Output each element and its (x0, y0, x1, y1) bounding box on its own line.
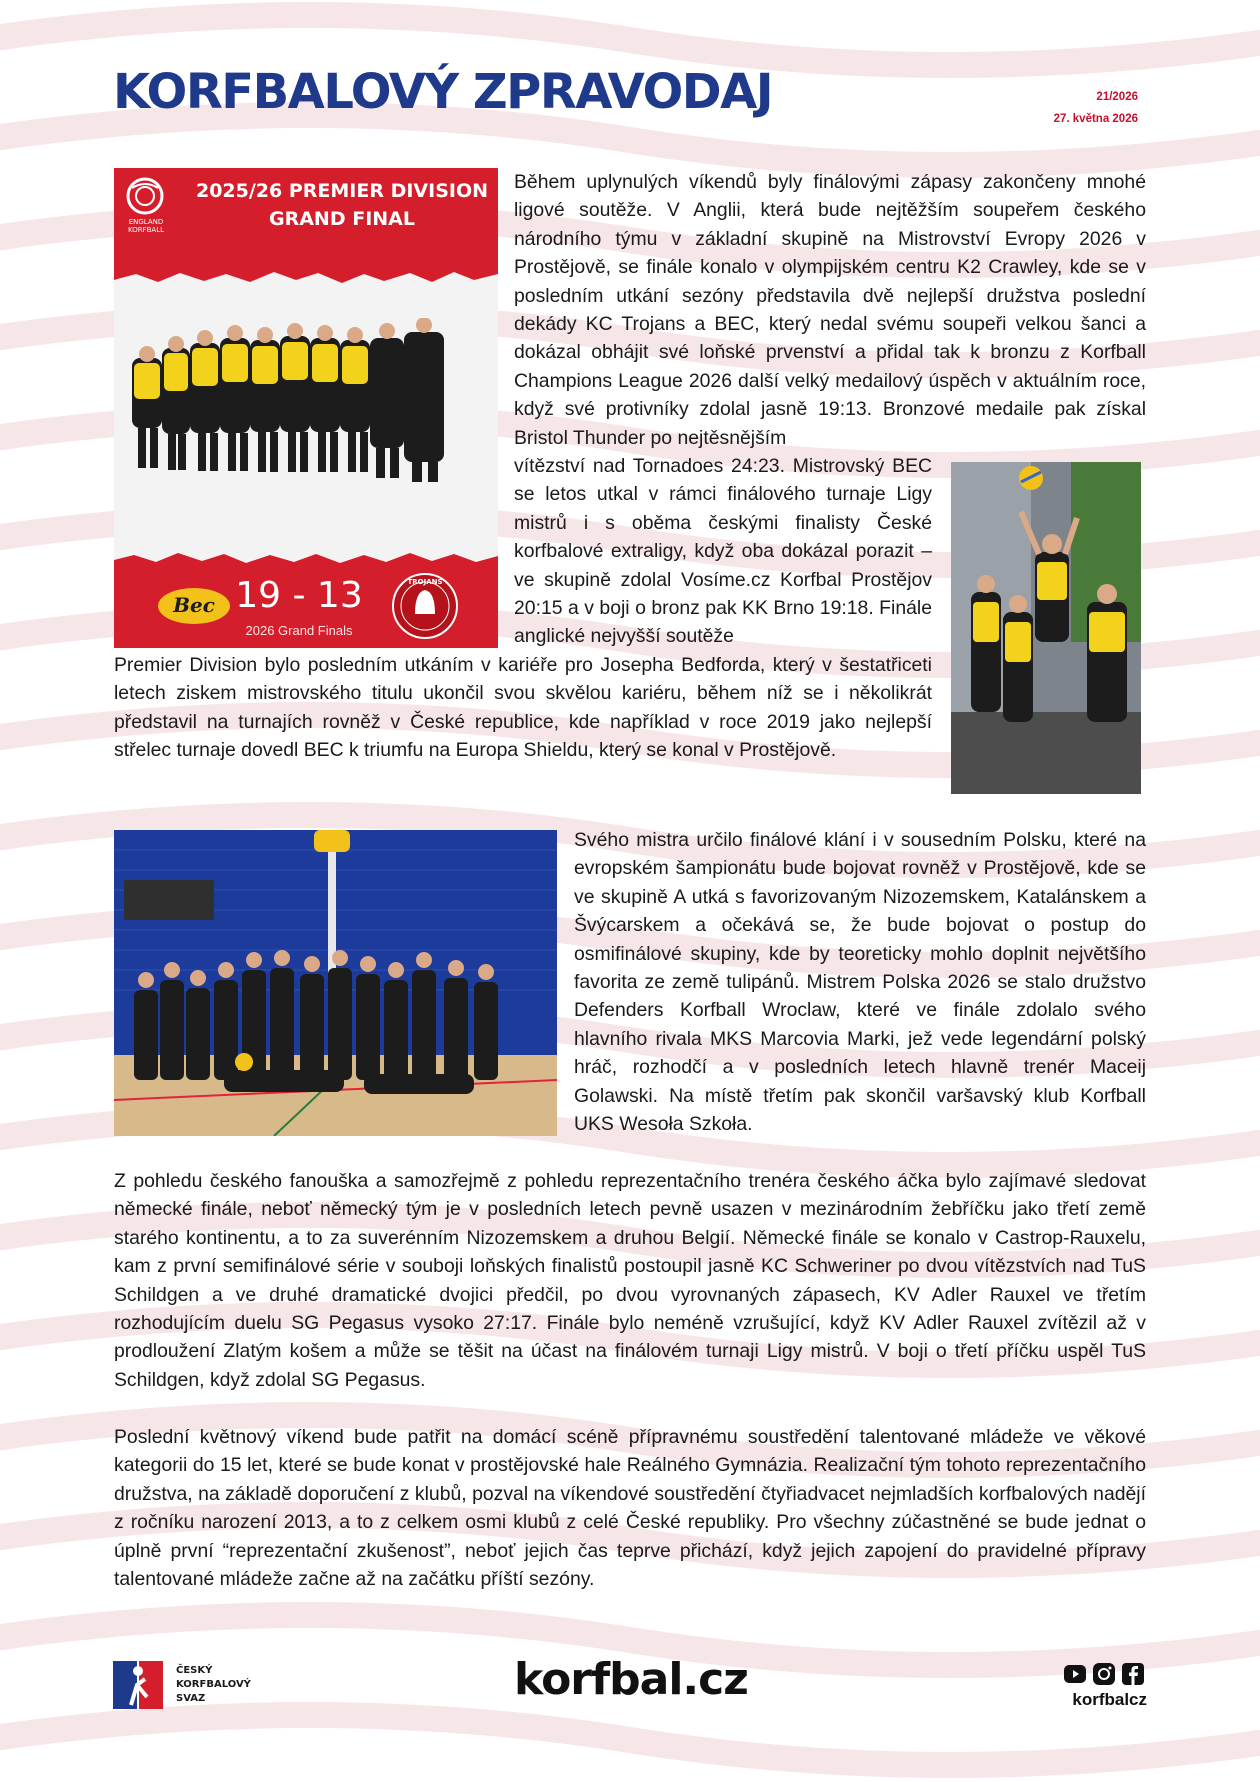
instagram-icon[interactable] (1093, 1663, 1115, 1685)
footer-org-name: ČESKÝ KORFBALOVÝ SVAZ (176, 1665, 251, 1704)
svg-text:TROJANS: TROJANS (407, 578, 443, 586)
team-photo-figures (114, 318, 498, 523)
article-paragraph-4: Poslední květnový víkend bude patřit na domácí scéně přípravnému soustředění talentované mládeže ve věkové kategorii do 15 let, které se bude konat v prostějovské hale Reálného Gymnázia. Realizační tým tohoto reprezentačního družstva, na základě doporučení z klubů, pozval na víkendové soustředění čtyřiadvacet nejmladších korfbalových nadějí z ročníku narození 2013, a to z celkem osmi klubů z celé České republiky. Pro všechny zúčastněné se bude jednat o úplně první “reprezentační zkušenost”, neboť jejich čas teprve přichází, když jejich zapojení do pravidelné přípravy talentované mládeže začne až na začátku příští sezóny. (114, 1426, 1146, 1591)
article-paragraph-1-end: Premier Division bylo posledním utkáním v kariéře pro Josepha Bedforda, který v šestatřiceti letech ziskem mistrovského titulu ukončil svou skvělou kariéru, během níž se i několikrát představil na turnajích rovněž v České republice, kde například v roce 2019 jako nejlepší střelec turnaje dovedl BEC k triumfu na Europa Shieldu, který se konal v Prostějově. (114, 654, 932, 762)
celebration-photo (951, 462, 1141, 794)
article-paragraph-1-continued: vítězství nad Tornadoes 24:23. Mistrovský BEC se letos utkal v rámci finálového turnaje Ligy mistrů i s oběma českými finalisty České korfbalové extraligy, když oba dokázal porazit – ve skupině zdolal Vosíme.cz Korfbal Prostějov 20:15 a v boji o bronz pak KK Brno 19:18. Finále anglické nejvyšší soutěže (514, 455, 932, 648)
social-icons (1064, 1663, 1148, 1685)
svg-text:Bec: Bec (173, 593, 215, 617)
footer-social-handle[interactable]: korfbalcz (1072, 1690, 1147, 1709)
issue-info (1054, 86, 1138, 130)
poster-torn-edge-top (114, 264, 498, 288)
cesky-korfbalovy-svaz-logo (113, 1661, 163, 1709)
polish-team-photo (114, 830, 557, 1136)
trojans-club-logo (389, 570, 461, 642)
newsletter-title: KORFBALOVÝ ZPRAVODAJ (113, 64, 773, 120)
poster-subtitle: 2026 Grand Finals (245, 623, 353, 638)
article-paragraph-1: Během uplynulých víkendů byly finálovými zápasy zakončeny mnohé ligové soutěže. V Anglii, která bude nejtěžším soupeřem českého národního týmu v základní skupině na Mistrovství Evropy 2026 v Prostějově, se finále konalo v olympijském centru K2 Crawley, kde se v posledním utkání sezóny představila dvě nejlepší družstva poslední dekády KC Trojans a BEC, který nedal svému soupeři velkou šanci a dokázal obhájit své loňské prvenství a přidal tak k bronzu z Korfball Champions League 2026 další velký medailový úspěch v aktuálním roce, když své protivníky zdolal jasně 19:13. Bronzové medaile pak získal Bristol Thunder po nejtěsnějším (514, 171, 1146, 449)
celebration-photo-scene (951, 462, 1141, 794)
issue-date: 27. května 2026 (1053, 113, 1138, 125)
poster-title-line1: 2025/26 PREMIER DIVISION (195, 180, 489, 202)
england-korfball-text: ENGLAND KORFBALL (128, 218, 164, 234)
facebook-icon[interactable] (1122, 1663, 1144, 1685)
grand-final-poster-image (114, 168, 498, 648)
article-paragraph-2: Svého mistra určilo finálové klání i v sousedním Polsku, které na evropském šampionátu bude bojovat rovněž v Prostějově, kde se ve skupině A utká s favorizovaným Nizozemskem, Katalánskem a Švýcarskem a očekává se, že bude bojovat o postup do osmifinálové skupiny, kde by teoreticky mohlo doplnit největšího favorita ze země tulipánů. Mistrem Polska 2026 se stalo družstvo Defenders Korfball Wroclaw, které ve finále zdolalo svého hlavního rivala MKS Marcovia Marki, jež vede legendární polský hráč, rozhodčí a v posledních letech hlavně trenér Maceij Golawski. Na místě třetím pak skončil varšavský klub Korfball UKS Wesoła Szkoła. (574, 829, 1146, 1136)
issue-number: 21/2026 (1096, 91, 1138, 103)
poster-title-line2: GRAND FINAL (269, 208, 415, 230)
article-paragraph-3: Z pohledu českého fanouška a samozřejmě z pohledu reprezentačního trenéra českého áčka bylo zajímavé sledovat německé finále, neboť německý tým je v posledních letech pevně usazen v mezinárodním žebříčku jako třetí země starého kontinentu, a to za suverénním Nizozemskem a druhou Belgií. Německé finále se konalo v Castrop-Rauxelu, kam z první semifinálové série v souboji loňských finalistů postoupil jasně KC Schweriner po dvou vítězstvích nad TuS Schildgen a ve druhé dramatické dvojici předčil, po dvou vyrovnaných zápasech, KV Adler Rauxel ve třetím rozhodujícím duelu SG Pegasus vysoko 27:17. Finále bylo neméně vzrušující, když KV Adler Rauxel zvítězil až v prodloužení Zlatým košem a může se těšit na účast na finálovém turnaji Ligy mistrů. V boji o třetí příčku uspěl TuS Schildgen, když zdolal SG Pegasus. (114, 1170, 1146, 1391)
polish-team-photo-scene (114, 830, 557, 1136)
footer-website[interactable]: korfbal.cz (514, 1654, 748, 1705)
youtube-icon[interactable] (1064, 1663, 1086, 1685)
final-score: 19 - 13 (235, 575, 363, 616)
